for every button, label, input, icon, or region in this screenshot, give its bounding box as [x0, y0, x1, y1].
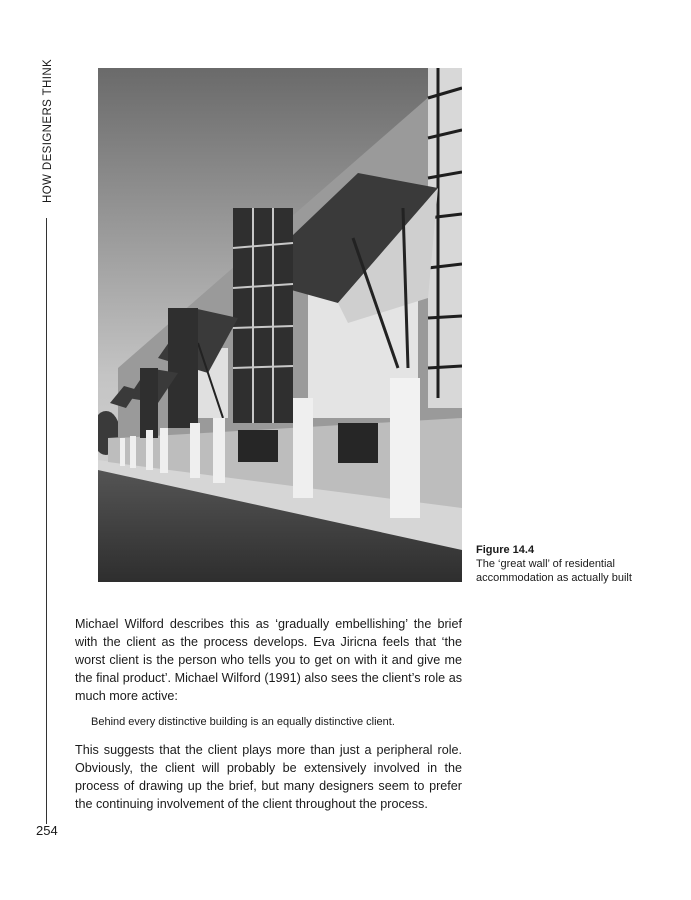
paragraph-2: This suggests that the client plays more than just a peripheral role. Obviously, the client will probably be extensively involved in the process of drawing up the brief, but many designers seem to prefer the continuing involvement of the client throughout the process.: [75, 743, 462, 811]
caption-line-1: The ‘great wall’ of residential: [476, 558, 615, 570]
figure-label: Figure 14.4: [476, 544, 535, 556]
figure-caption: [476, 543, 676, 585]
paragraph-1: Michael Wilford describes this as ‘gradually embellishing’ the brief with the client as the process develops. Eva Jiricna feels that ‘the worst client is the person who tells you to get on with it and give me the final product’. Michael Wilford (1991) also sees the client’s role as much more active:: [75, 617, 462, 703]
margin-rule: [46, 218, 47, 824]
running-head: HOW DESIGNERS THINK: [42, 58, 54, 203]
page-number: 254: [36, 823, 58, 838]
figure-photo: [98, 68, 462, 582]
block-quote: Behind every distinctive building is an equally distinctive client.: [91, 716, 395, 728]
building-photo-illustration: [98, 68, 462, 582]
caption-line-2: accommodation as actually built: [476, 572, 632, 584]
